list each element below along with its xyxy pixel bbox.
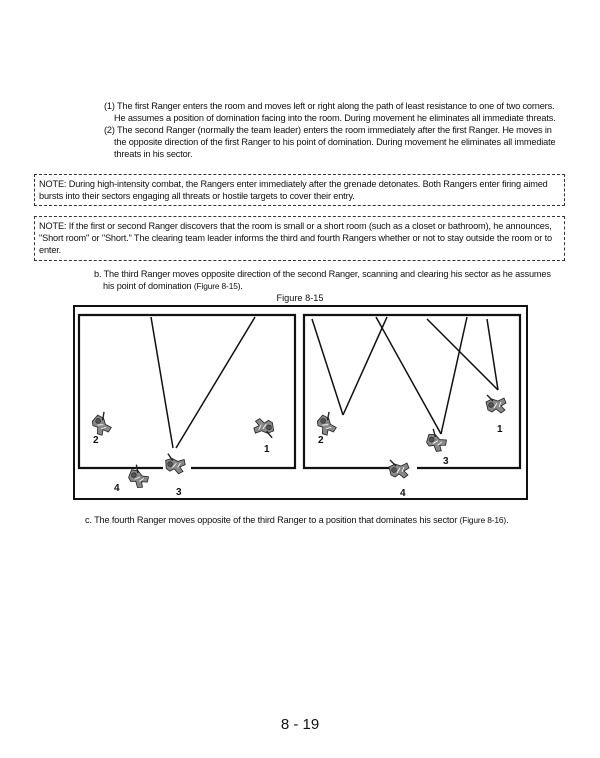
item-text-line: The second Ranger (normally the team leader) enters the room immediately after the first Ranger. He moves in [117,125,552,135]
ranger-label: 4 [400,488,406,499]
sector-line [151,317,173,448]
paragraph-punct: . [240,281,243,292]
paragraph-line: his point of domination [103,281,194,292]
sector-line [376,317,441,434]
note-line: "Short room" or "Short." The clearing team leader informs the third and fourth Rangers whether or not to stay outside the room or to [39,233,552,244]
ranger-label: 4 [114,483,120,494]
ranger-3-right [423,428,449,454]
left-room [79,315,295,498]
ranger-1-right [486,395,506,413]
item-label: (1) [104,101,115,111]
paragraph-line: b. The third Ranger moves opposite direction of the second Ranger, scanning and clearing his sector as he assumes [94,269,551,279]
note-box [34,174,565,206]
note-box [34,216,565,261]
left-room-walls [79,315,295,468]
paragraph-b [94,268,574,292]
note-line: bursts into their sectors engaging all threats or hostile targets to cover their entry. [39,191,355,202]
figure-8-15 [73,305,528,500]
note-line: enter. [39,245,62,256]
paragraph-line: c. The fourth Ranger moves opposite of the third Ranger to a position that dominates his sector [85,515,460,525]
right-room-walls [304,315,520,468]
figure-title: Figure 8-15 [276,293,324,303]
room-diagram [75,307,530,502]
sector-line [427,319,498,390]
item-text-line: The first Ranger enters the room and moves left or right along the path of least resistance to one of two corners. [117,101,555,111]
note-line: NOTE: If the first or second Ranger discovers that the room is small or a short room (such as a closet or bathroom), he announces, [39,221,552,231]
ranger-label: 3 [443,456,449,467]
figure-reference-link[interactable]: (Figure 8-15) [193,281,241,292]
item-label: (2) [104,125,115,135]
ranger-label: 2 [318,435,324,446]
ranger-2-right [314,411,340,438]
ranger-1-left [253,418,274,438]
sector-line [343,317,387,415]
ranger-2-left [89,411,115,438]
paragraph-punct: . [506,515,509,525]
page-number: 8 - 19 [280,716,320,733]
list-item-1 [104,100,574,124]
sector-line [487,319,498,390]
sector-line [312,319,343,415]
ranger-3-left [164,453,187,474]
ranger-label: 2 [93,435,99,446]
right-room [304,315,520,499]
ranger-label: 1 [497,424,503,435]
item-text-line: threats in his sector. [114,149,193,160]
sector-line [176,317,255,448]
ranger-label: 3 [176,487,182,498]
list-item-2 [104,124,574,161]
sector-line [441,317,467,434]
item-text-line: He assumes a position of domination facing into the room. During movement he eliminates all immediate threats. [114,113,556,124]
paragraph-c [85,514,575,526]
ranger-4-right [389,460,409,478]
note-line: NOTE: During high-intensity combat, the Rangers enter immediately after the grenade detonates. Both Rangers enter firing aimed [39,179,548,189]
figure-reference-link[interactable]: (Figure 8-16) [459,515,507,525]
item-text-line: the opposite direction of the first Ranger to his point of domination. During movement he eliminates all immediate [114,137,556,148]
ranger-label: 1 [264,444,270,455]
